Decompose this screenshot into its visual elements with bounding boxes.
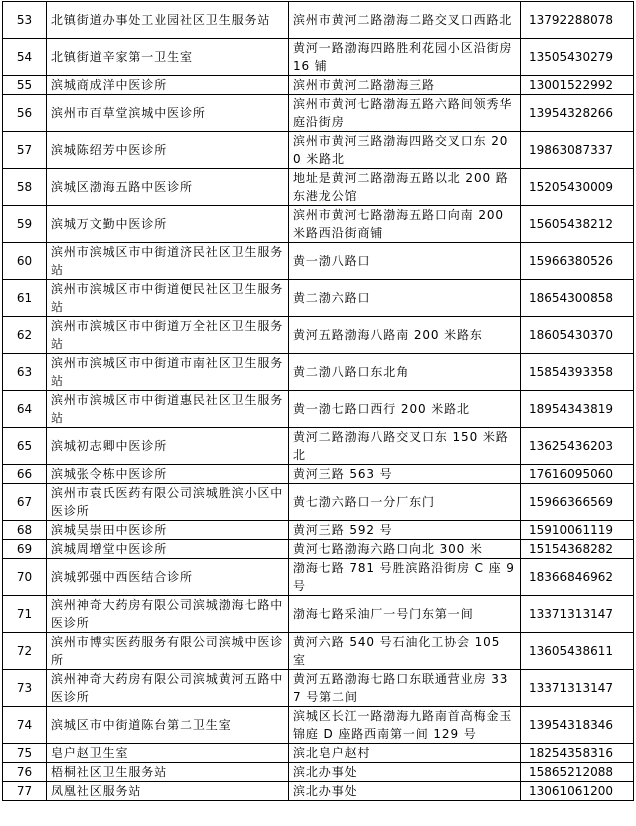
clinic-address: 黄河三路 563 号 (289, 465, 521, 484)
phone-number: 13954328266 (521, 95, 634, 132)
phone-number: 15966366569 (521, 484, 634, 521)
clinic-address: 黄河一路渤海四路胜利花园小区沿街房 16 铺 (289, 39, 521, 76)
row-number: 76 (3, 763, 47, 782)
table-row (3, 707, 634, 744)
clinic-address: 黄河二路渤海八路交叉口东 150 米路北 (289, 428, 521, 465)
phone-number: 18366846962 (521, 559, 634, 596)
row-number: 69 (3, 540, 47, 559)
phone-number: 15205430009 (521, 169, 634, 206)
clinic-table-body (3, 2, 634, 801)
phone-number: 15865212088 (521, 763, 634, 782)
table-row (3, 206, 634, 243)
row-number: 74 (3, 707, 47, 744)
clinic-name: 凤凰社区服务站 (47, 782, 289, 801)
phone-number: 13001522992 (521, 76, 634, 95)
row-number: 70 (3, 559, 47, 596)
row-number: 71 (3, 596, 47, 633)
clinic-address: 黄河五路渤海七路口东联通营业房 337 号第二间 (289, 670, 521, 707)
row-number: 64 (3, 391, 47, 428)
clinic-address: 黄河五路渤海八路南 200 米路东 (289, 317, 521, 354)
table-row (3, 243, 634, 280)
table-row (3, 132, 634, 169)
table-row (3, 39, 634, 76)
phone-number: 13371313147 (521, 670, 634, 707)
clinic-address: 渤海七路采油厂一号门东第一间 (289, 596, 521, 633)
row-number: 66 (3, 465, 47, 484)
clinic-name: 滨州市滨城区市中街道便民社区卫生服务站 (47, 280, 289, 317)
phone-number: 15854393358 (521, 354, 634, 391)
clinic-name: 滨城区市中街道陈台第二卫生室 (47, 707, 289, 744)
phone-number: 15910061119 (521, 521, 634, 540)
clinic-name: 滨城郭强中西医结合诊所 (47, 559, 289, 596)
clinic-name: 皂户赵卫生室 (47, 744, 289, 763)
phone-number: 13625436203 (521, 428, 634, 465)
clinic-name: 滨州市袁氏医药有限公司滨城胜滨小区中医诊所 (47, 484, 289, 521)
clinic-address: 滨州市黄河二路渤海三路 (289, 76, 521, 95)
row-number: 73 (3, 670, 47, 707)
table-row (3, 317, 634, 354)
clinic-name: 滨城商成洋中医诊所 (47, 76, 289, 95)
clinic-address: 滨州市黄河七路渤海五路六路间领秀华庭沿街房 (289, 95, 521, 132)
phone-number: 13371313147 (521, 596, 634, 633)
clinic-name: 滨城周增堂中医诊所 (47, 540, 289, 559)
table-row (3, 354, 634, 391)
table-row (3, 76, 634, 95)
row-number: 72 (3, 633, 47, 670)
row-number: 63 (3, 354, 47, 391)
clinic-address: 滨北办事处 (289, 763, 521, 782)
clinic-address: 黄河三路 592 号 (289, 521, 521, 540)
row-number: 55 (3, 76, 47, 95)
clinic-name: 滨州市滨城区市中街道市南社区卫生服务站 (47, 354, 289, 391)
phone-number: 13061061200 (521, 782, 634, 801)
clinic-address: 地址是黄河二路渤海五路以北 200 路东港龙公馆 (289, 169, 521, 206)
table-row (3, 391, 634, 428)
table-row (3, 2, 634, 39)
clinic-table (2, 1, 634, 801)
row-number: 56 (3, 95, 47, 132)
row-number: 57 (3, 132, 47, 169)
clinic-address: 黄河七路渤海六路口向北 300 米 (289, 540, 521, 559)
table-row (3, 744, 634, 763)
clinic-address: 滨城区长江一路渤海九路南首高梅金玉锦庭 D 座路西南第一间 129 号 (289, 707, 521, 744)
row-number: 75 (3, 744, 47, 763)
row-number: 65 (3, 428, 47, 465)
phone-number: 13605438611 (521, 633, 634, 670)
row-number: 58 (3, 169, 47, 206)
phone-number: 18605430370 (521, 317, 634, 354)
clinic-address: 滨州市黄河七路渤海五路口向南 200 米路西沿街商铺 (289, 206, 521, 243)
clinic-name: 滨城张令栋中医诊所 (47, 465, 289, 484)
clinic-name: 滨州神奇大药房有限公司滨城渤海七路中医诊所 (47, 596, 289, 633)
clinic-address: 滨州市黄河三路渤海四路交叉口东 200 米路北 (289, 132, 521, 169)
phone-number: 18954343819 (521, 391, 634, 428)
table-row (3, 169, 634, 206)
clinic-address: 渤海七路 781 号胜滨路沿街房 C 座 9 号 (289, 559, 521, 596)
table-row (3, 670, 634, 707)
clinic-name: 滨城吴崇田中医诊所 (47, 521, 289, 540)
row-number: 53 (3, 2, 47, 39)
clinic-name: 梧桐社区卫生服务站 (47, 763, 289, 782)
clinic-name: 滨城区渤海五路中医诊所 (47, 169, 289, 206)
clinic-address: 滨州市黄河二路渤海二路交叉口西路北 (289, 2, 521, 39)
phone-number: 15605438212 (521, 206, 634, 243)
row-number: 62 (3, 317, 47, 354)
table-row (3, 540, 634, 559)
table-row (3, 596, 634, 633)
table-row (3, 559, 634, 596)
table-row (3, 428, 634, 465)
phone-number: 13954318346 (521, 707, 634, 744)
clinic-name: 滨州市滨城区市中街道惠民社区卫生服务站 (47, 391, 289, 428)
clinic-name: 滨州神奇大药房有限公司滨城黄河五路中医诊所 (47, 670, 289, 707)
clinic-address: 黄二渤八路口东北角 (289, 354, 521, 391)
phone-number: 18254358316 (521, 744, 634, 763)
row-number: 77 (3, 782, 47, 801)
table-row (3, 280, 634, 317)
clinic-name: 滨州市百草堂滨城中医诊所 (47, 95, 289, 132)
table-row (3, 763, 634, 782)
table-row (3, 465, 634, 484)
phone-number: 13792288078 (521, 2, 634, 39)
clinic-name: 滨城万文勤中医诊所 (47, 206, 289, 243)
clinic-address: 滨北办事处 (289, 782, 521, 801)
table-row (3, 484, 634, 521)
table-row (3, 633, 634, 670)
row-number: 67 (3, 484, 47, 521)
clinic-name: 滨州市博实医药服务有限公司滨城中医诊所 (47, 633, 289, 670)
row-number: 59 (3, 206, 47, 243)
clinic-name: 滨州市滨城区市中街道万全社区卫生服务站 (47, 317, 289, 354)
phone-number: 13505430279 (521, 39, 634, 76)
phone-number: 15966380526 (521, 243, 634, 280)
phone-number: 17616095060 (521, 465, 634, 484)
clinic-name: 北镇街道辛家第一卫生室 (47, 39, 289, 76)
clinic-address: 黄一渤七路口西行 200 米路北 (289, 391, 521, 428)
table-row (3, 521, 634, 540)
clinic-address: 黄二渤六路口 (289, 280, 521, 317)
phone-number: 15154368282 (521, 540, 634, 559)
clinic-address: 黄河六路 540 号石油化工协会 105 室 (289, 633, 521, 670)
row-number: 61 (3, 280, 47, 317)
table-row (3, 782, 634, 801)
phone-number: 18654300858 (521, 280, 634, 317)
row-number: 54 (3, 39, 47, 76)
row-number: 68 (3, 521, 47, 540)
clinic-address: 黄七渤六路口一分厂东门 (289, 484, 521, 521)
clinic-address: 滨北皂户赵村 (289, 744, 521, 763)
clinic-name: 北镇街道办事处工业园社区卫生服务站 (47, 2, 289, 39)
clinic-name: 滨城陈绍芳中医诊所 (47, 132, 289, 169)
phone-number: 19863087337 (521, 132, 634, 169)
clinic-name: 滨城初志卿中医诊所 (47, 428, 289, 465)
clinic-address: 黄一渤八路口 (289, 243, 521, 280)
clinic-name: 滨州市滨城区市中街道济民社区卫生服务站 (47, 243, 289, 280)
table-row (3, 95, 634, 132)
row-number: 60 (3, 243, 47, 280)
